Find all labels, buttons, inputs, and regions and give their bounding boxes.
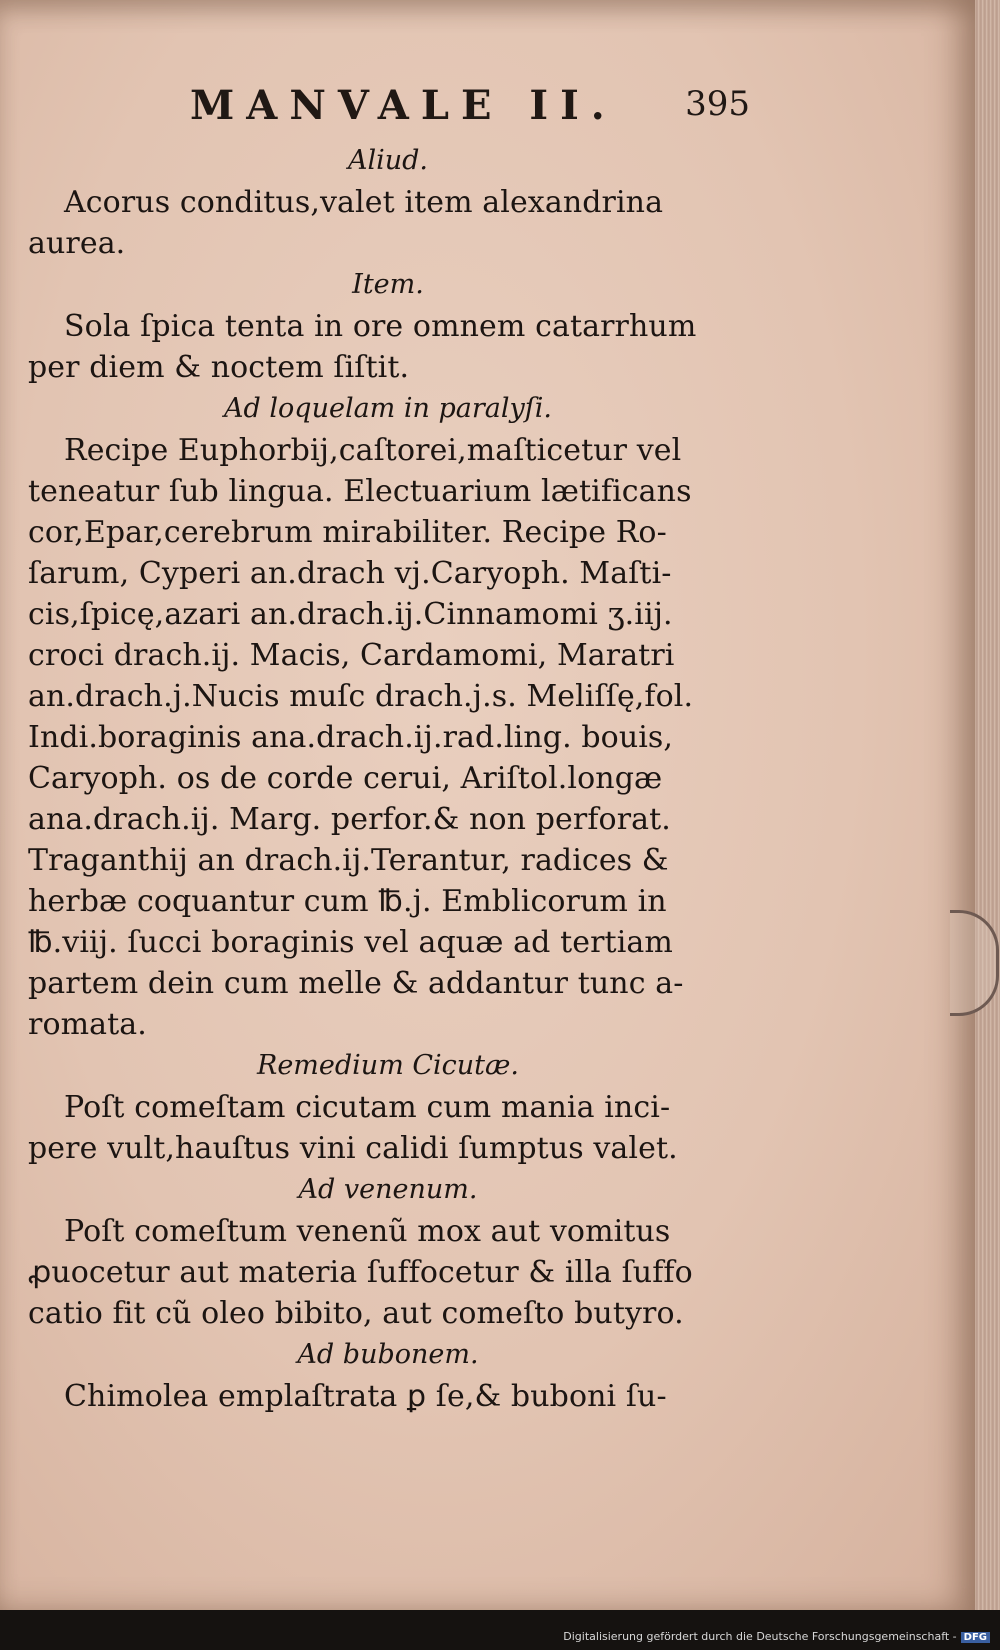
text-line: Poſt comeſtam cicutam cum mania inci- [64, 1090, 671, 1125]
section-heading: Ad loquelam in paralyſi. [224, 393, 552, 424]
section-heading: Aliud. [347, 145, 429, 176]
text-line: romata. [28, 1007, 147, 1042]
text-line: pere vult,hauſtus vini calidi ſumptus valet. [28, 1131, 678, 1166]
section-heading: Ad bubonem. [297, 1339, 479, 1370]
section-heading: Remedium Cicutæ. [257, 1050, 519, 1081]
text-line: ana.drach.ij. Marg. perfor.& non perforat. [28, 802, 671, 837]
text-line: partem dein cum melle & addantur tunc a- [28, 966, 684, 1001]
text-line: ꝓuocetur aut materia ſuffocetur & illa ſuffo [28, 1255, 693, 1290]
text-line: catio fit cũ oleo bibito, aut comeſto butyro. [28, 1296, 684, 1331]
text-line: Recipe Euphorbij,caſtorei,maſticetur vel [64, 433, 682, 468]
text-line: teneatur ſub lingua. Electuarium lætificans [28, 474, 692, 509]
text-line: Indi.boraginis ana.drach.ij.rad.ling. bouis, [28, 720, 674, 755]
text-line: ℔.viij. ſucci boraginis vel aquæ ad tertiam [28, 925, 673, 960]
section-heading: Item. [352, 269, 424, 300]
footer-credit [563, 1630, 990, 1643]
footer-credit-text: Digitalisierung gefördert durch die Deutsche Forschungsgemeinschaft - [563, 1630, 957, 1643]
text-line: Acorus conditus,valet item alexandrina [64, 185, 664, 220]
text-line: herbæ coquantur cum ℔.j. Emblicorum in [28, 884, 667, 919]
running-title: MANVALE II. [190, 82, 617, 129]
page-header [190, 82, 750, 142]
text-line: Poſt comeſtum venenũ mox aut vomitus [64, 1214, 671, 1249]
text-line: croci drach.ij. Macis, Cardamomi, Maratri [28, 638, 675, 673]
text-line: an.drach.j.Nucis muſc drach.j.s. Meliſſę,fol. [28, 679, 694, 714]
text-line: Sola ſpica tenta in ore omnem catarrhum [64, 309, 697, 344]
text-line: per diem & noctem ſiſtit. [28, 350, 410, 385]
page-number: 395 [685, 84, 750, 124]
page-edges [975, 0, 1000, 1610]
dfg-logo: DFG [961, 1632, 990, 1643]
text-line: cor,Epar,cerebrum mirabiliter. Recipe Ro- [28, 515, 667, 550]
section-heading: Ad venenum. [298, 1174, 478, 1205]
text-line: cis,ſpicę,azari an.drach.ij.Cinnamomi ʒ.iij. [28, 597, 673, 632]
text-line: Chimolea emplaſtrata ꝑ ſe,& buboni ſu- [64, 1379, 667, 1414]
text-line: aurea. [28, 226, 126, 261]
text-line: Caryoph. os de corde cerui, Ariſtol.longæ [28, 761, 663, 796]
text-block [28, 140, 748, 1417]
text-line: Traganthij an drach.ij.Terantur, radices & [28, 843, 669, 878]
text-line: ſarum, Cyperi an.drach vj.Caryoph. Maſti- [28, 556, 672, 591]
